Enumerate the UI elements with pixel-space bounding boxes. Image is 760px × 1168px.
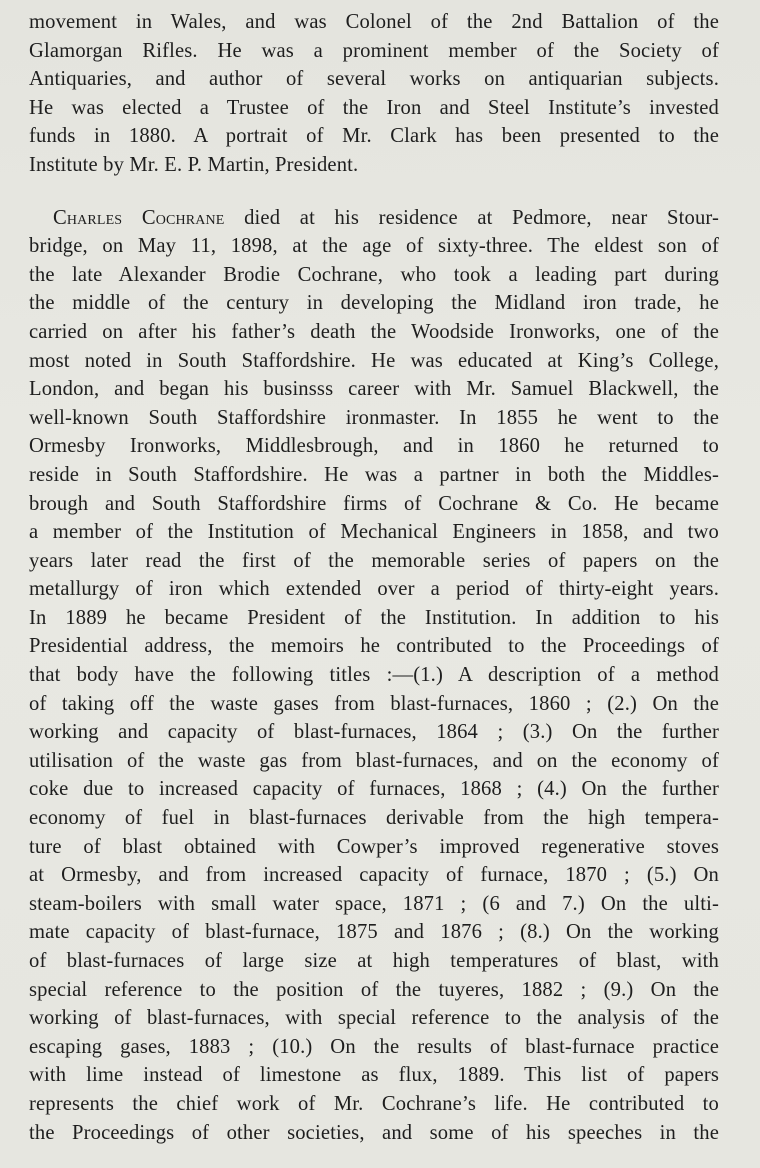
text-line-first <box>29 204 719 233</box>
text-line: represents the chief work of Mr. Cochrane’s life. He contributed to <box>29 1092 719 1115</box>
text-line: escaping gases, 1883 ; (10.) On the results of blast-furnace practice <box>29 1035 719 1058</box>
text-line: London, and began his businsss career with Mr. Samuel Blackwell, the <box>29 378 719 401</box>
text-line: In 1889 he became President of the Institution. In addition to his <box>29 606 719 629</box>
text-line: funds in 1880. A portrait of Mr. Clark has been presented to the <box>29 125 719 148</box>
first-line-rest: died at his residence at Pedmore, near Stour- <box>224 206 719 229</box>
text-line: Institute by Mr. E. P. Martin, President. <box>29 153 359 176</box>
text-line: the late Alexander Brodie Cochrane, who took a leading part during <box>29 263 719 286</box>
paragraph-clark-conclusion <box>29 8 719 180</box>
text-line: working of blast-furnaces, with special reference to the analysis of the <box>29 1007 719 1030</box>
text-line: with lime instead of limestone as flux, 1889. This list of papers <box>29 1064 719 1087</box>
text-line: movement in Wales, and was Colonel of the 2nd Battalion of the <box>29 11 719 33</box>
text-line: Antiquaries, and author of several works on antiquarian subjects. <box>29 68 719 91</box>
text-line: Ormesby Ironworks, Middlesbrough, and in 1860 he returned to <box>29 435 719 458</box>
text-line: carried on after his father’s death the Woodside Ironworks, one of the <box>29 320 719 343</box>
text-line: reside in South Staffordshire. He was a partner in both the Middles- <box>29 463 719 486</box>
obituary-name: Charles Cochrane <box>53 206 225 229</box>
text-line: at Ormesby, and from increased capacity of furnace, 1870 ; (5.) On <box>29 864 719 887</box>
text-line: well-known South Staffordshire ironmaster. In 1855 he went to the <box>29 406 719 429</box>
text-line: metallurgy of iron which extended over a period of thirty-eight years. <box>29 578 719 601</box>
text-line: a member of the Institution of Mechanical Engineers in 1858, and two <box>29 521 719 544</box>
text-line: mate capacity of blast-furnace, 1875 and 1876 ; (8.) On the working <box>29 921 719 944</box>
text-line: the Proceedings of other societies, and some of his speeches in the <box>29 1121 719 1144</box>
text-line: Glamorgan Rifles. He was a prominent member of the Society of <box>29 39 719 62</box>
text-line: years later read the first of the memorable series of papers on the <box>29 549 719 572</box>
text-line: most noted in South Staffordshire. He was educated at King’s College, <box>29 349 719 372</box>
text-line: He was elected a Trustee of the Iron and Steel Institute’s invested <box>29 96 719 119</box>
text-line: ture of blast obtained with Cowper’s improved regenerative stoves <box>29 835 719 858</box>
text-line: economy of fuel in blast-furnaces derivable from the high tempera- <box>29 807 719 830</box>
text-line: steam-boilers with small water space, 1871 ; (6 and 7.) On the ulti- <box>29 892 719 915</box>
document-page <box>29 8 719 1147</box>
text-line: brough and South Staffordshire firms of Cochrane & Co. He became <box>29 492 719 515</box>
text-line: of taking off the waste gases from blast-furnaces, 1860 ; (2.) On the <box>29 692 719 715</box>
text-line: Presidential address, the memoirs he contributed to the Proceedings of <box>29 635 719 658</box>
text-line: working and capacity of blast-furnaces, 1864 ; (3.) On the further <box>29 721 719 744</box>
paragraph-cochrane-obituary <box>29 204 719 1148</box>
text-line: coke due to increased capacity of furnaces, 1868 ; (4.) On the further <box>29 778 719 801</box>
text-line: utilisation of the waste gas from blast-furnaces, and on the economy of <box>29 749 719 772</box>
text-line: the middle of the century in developing the Midland iron trade, he <box>29 292 719 315</box>
text-line: bridge, on May 11, 1898, at the age of sixty-three. The eldest son of <box>29 235 719 258</box>
text-line: special reference to the position of the tuyeres, 1882 ; (9.) On the <box>29 978 719 1001</box>
text-line: of blast-furnaces of large size at high temperatures of blast, with <box>29 950 719 972</box>
text-line: that body have the following titles :—(1.) A description of a method <box>29 664 719 687</box>
